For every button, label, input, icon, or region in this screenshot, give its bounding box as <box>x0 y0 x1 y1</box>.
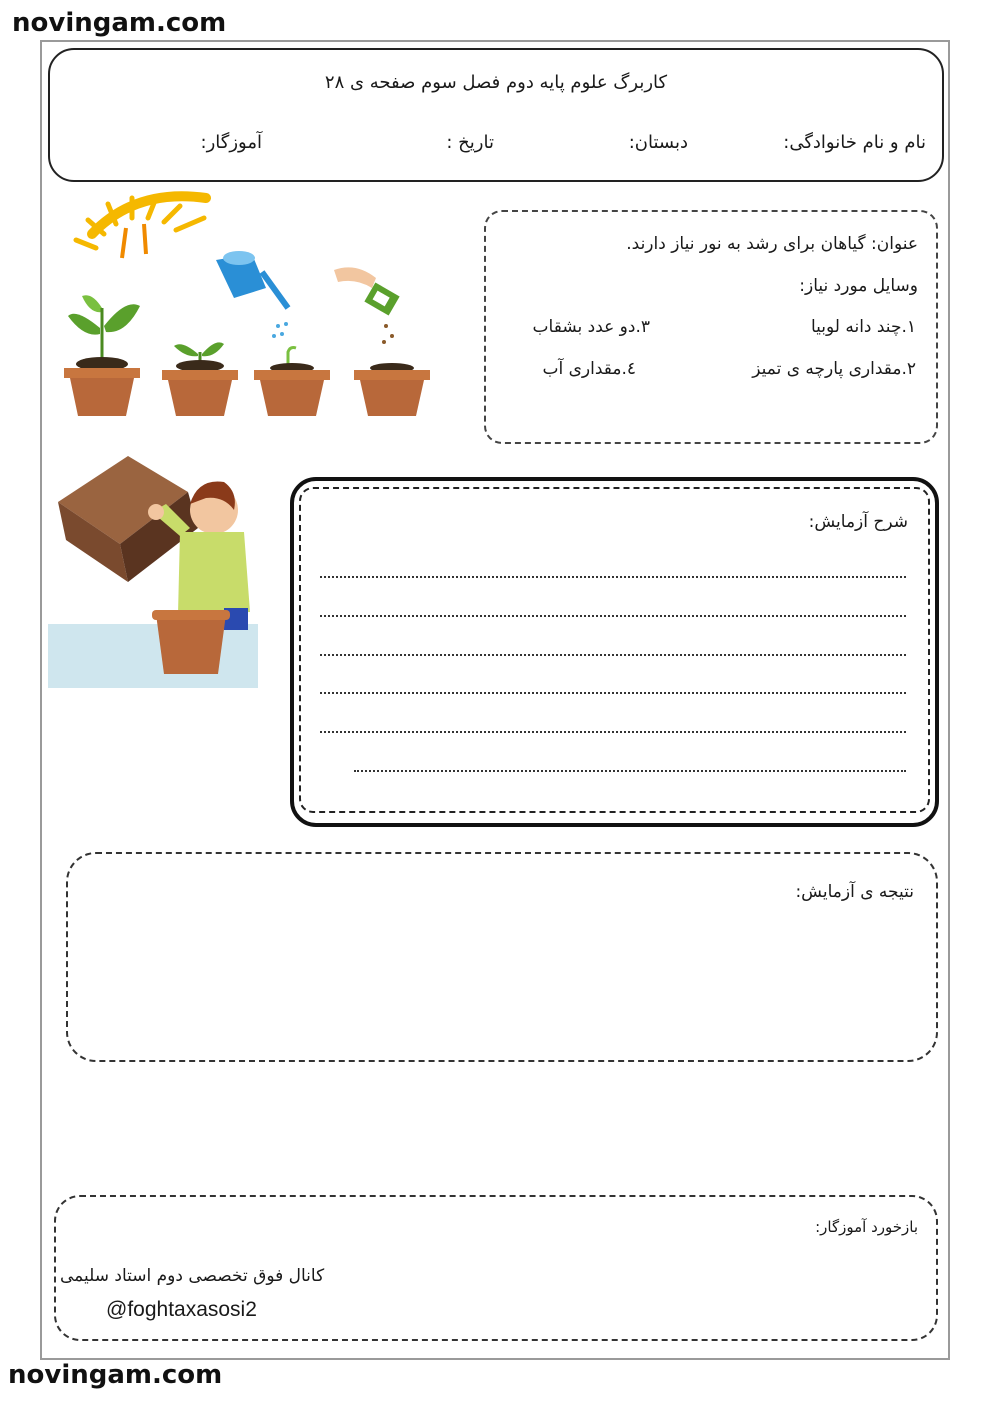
channel-handle[interactable]: @foghtaxasosi2 <box>106 1298 257 1321</box>
teacher-feedback-label: بازخورد آموزگار: <box>815 1218 918 1236</box>
watermark-bottom: novingam.com <box>8 1360 223 1390</box>
answer-line-6[interactable] <box>354 770 906 772</box>
channel-name: کانال فوق تخصصی دوم استاد سلیمی <box>60 1266 325 1286</box>
experiment-inner-frame <box>299 487 930 813</box>
materials-label: وسایل مورد نیاز: <box>799 276 918 296</box>
material-item-2: ۲.مقداری پارچه ی تمیز <box>752 359 916 379</box>
watermark-top: novingam.com <box>12 8 227 38</box>
boy-with-box-icon <box>48 452 262 692</box>
school-field-label: دبستان: <box>628 132 688 153</box>
material-item-3: ۳.دو عدد بشقاب <box>532 317 650 337</box>
material-item-1: ۱.چند دانه لوبیا <box>810 317 916 337</box>
experiment-description-label: شرح آزمایش: <box>808 512 908 532</box>
result-label: نتیجه ی آزمایش: <box>795 882 914 902</box>
hand-seed-packet-icon <box>334 267 400 344</box>
date-field-label: تاریخ : <box>446 132 494 153</box>
material-item-4: ٤.مقداری آب <box>542 359 636 379</box>
answer-line-5[interactable] <box>320 731 906 733</box>
answer-line-1[interactable] <box>320 576 906 578</box>
answer-line-2[interactable] <box>320 615 906 617</box>
plant-growth-illustration <box>56 188 446 428</box>
header-box <box>48 48 944 182</box>
answer-line-3[interactable] <box>320 654 906 656</box>
sun-icon <box>76 196 206 258</box>
answer-line-4[interactable] <box>320 692 906 694</box>
experiment-title: عنوان: گیاهان برای رشد به نور نیاز دارند. <box>626 234 918 254</box>
name-field-label: نام و نام خانوادگی: <box>783 132 926 153</box>
plant-pot-icon <box>64 295 430 416</box>
teacher-field-label: آموزگار: <box>200 132 262 153</box>
watering-can-icon <box>216 251 288 338</box>
worksheet-title: کاربرگ علوم پایه دوم فصل سوم صفحه ی ۲۸ <box>324 72 668 93</box>
